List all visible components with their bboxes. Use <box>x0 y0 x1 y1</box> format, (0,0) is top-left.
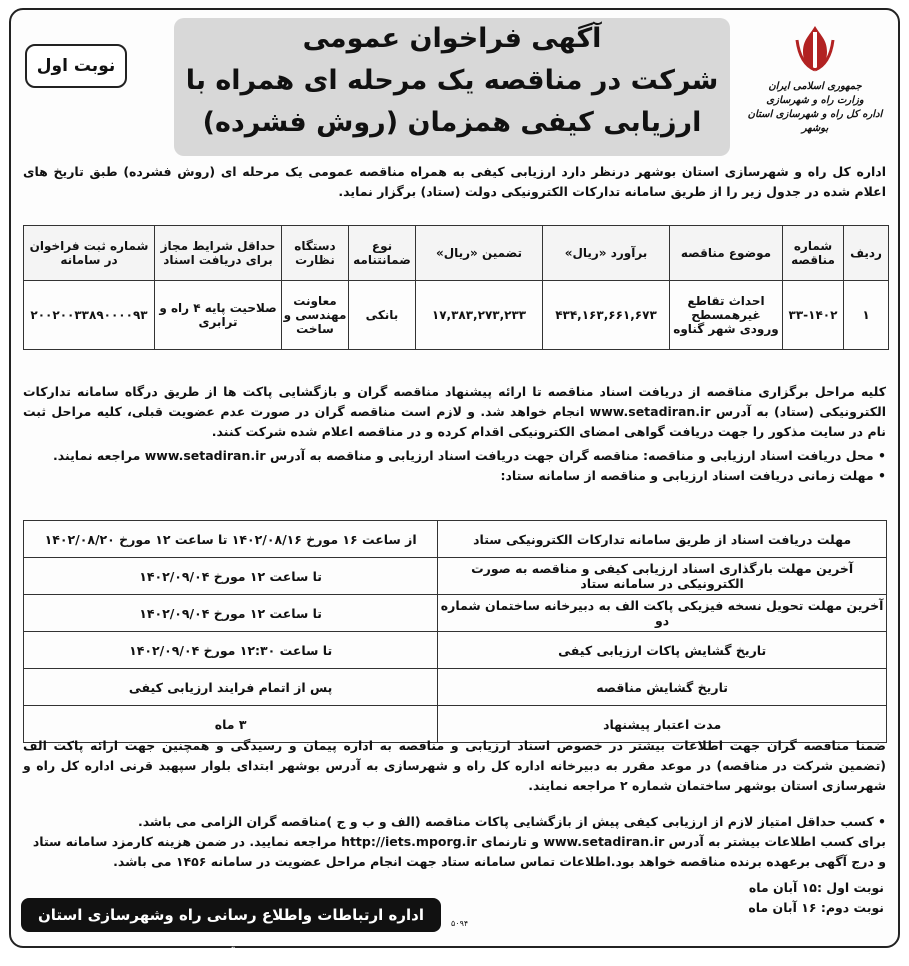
iran-emblem-icon <box>789 22 841 74</box>
col-guarantee: تضمین «ریال» <box>416 226 543 281</box>
bullet-1: • محل دریافت اسناد ارزیابی و مناقصه: مناقصه گران جهت دریافت اسناد ارزیابی و مناقصه به آدرس www.setadiran.ir مراجعه نمایند. <box>53 448 886 463</box>
schedule-value: از ساعت ۱۶ مورخ ۱۴۰۲/۰۸/۱۶ تا ساعت ۱۲ مورخ ۱۴۰۲/۰۸/۲۰ <box>24 521 438 558</box>
second-turn-date: نوبت دوم: ۱۶ آبان ماه <box>748 900 884 915</box>
turn-badge: نوبت اول <box>25 44 127 88</box>
schedule-label: مهلت دریافت اسناد از طریق سامانه تدارکات الکترونیکی ستاد <box>438 521 887 558</box>
schedule-table <box>23 520 887 743</box>
title-line-1: آگهی فراخوان عمومی <box>302 23 602 54</box>
col-tender-number: شماره مناقصه <box>783 226 844 281</box>
cell-min-conditions: صلاحیت پایه ۴ راه و ترابری <box>155 281 282 350</box>
table-row <box>24 521 887 558</box>
body-paragraph: کلیه مراحل برگزاری مناقصه از دریافت اسناد مناقصه تا ارائه پیشنهاد مناقصه گران و بازگشایی پاکت ها از طریق درگاه سامانه تدارکات الکترونیکی (ستاد) به آدرس www.setadiran.ir انجام خواهد شد. و لازم است مناقصه گران در صورت عدم عضویت قبلی، کلیه مراحل ثبت نام در سایت مذکور را جهت دریافت گواهی امضای الکترونیکی اقدام کرده و در مناقصه اعلام شده شرکت کنند. <box>23 384 886 439</box>
cell-guarantee-type: بانکی <box>349 281 416 350</box>
closing-bullet-2: برای کسب اطلاعات بیشتر به آدرس www.setadiran.ir و تارنمای http://iets.mporg.ir مراجعه نمایید. در ضمن هزینه کارمزد سامانه ستاد و درج آگهی برعهده برنده مناقصه خواهد بود.اطلاعات تماس سامانه ستاد جهت انجام مراحل عضویت در سامانه ۱۴۵۶ می باشد. <box>32 834 886 869</box>
header <box>19 18 890 156</box>
schedule-label: آخرین مهلت تحویل نسخه فیزیکی پاکت الف به دبیرخانه ساختمان شماره دو <box>438 595 887 632</box>
cell-tender-number: ۳۳-۱۴۰۲ <box>783 281 844 350</box>
closing-paragraph: ضمنا مناقصه گران جهت اطلاعات بیشتر در خصوص اسناد ارزیابی و مناقصه به اداره پیمان و رسیدگی و همچنین جهت ارائه پاکت الف (تضمین شرکت در مناقصه) در موعد مقرر به دبیرخانه اداره کل راه و شهرسازی به آدرس بوشهر ابتدای بلوار سپهبد قرنی اداره کل راه و شهرسازی استان بوشهر ساختمان شماره ۲ مراجعه نمایند. <box>23 738 886 793</box>
cell-subject: احداث تقاطع غیرهمسطح ورودی شهر گناوه <box>670 281 783 350</box>
schedule-label: آخرین مهلت بارگذاری اسناد ارزیابی کیفی و مناقصه به صورت الکترونیکی در سامانه ستاد <box>438 558 887 595</box>
logo-line-1: جمهوری اسلامی ایران <box>768 81 862 92</box>
title-line-2: شرکت در مناقصه یک مرحله ای همراه با <box>185 65 719 96</box>
table-row <box>24 281 889 350</box>
col-registration-number: شماره ثبت فراخوان در سامانه <box>24 226 155 281</box>
col-estimate: برآورد «ریال» <box>543 226 670 281</box>
title-line-3: ارزیابی کیفی همزمان (روش فشرده) <box>202 107 702 138</box>
intro-paragraph: اداره کل راه و شهرسازی استان بوشهر درنظر دارد ارزیابی کیفی به همراه مناقصه عمومی یک مرحله ای (روش فشرده) طبق تاریخ های اعلام شده در جدول زیر را از طریق سامانه تدارکات الکترونیکی دولت (ستاد) برگزار نماید. <box>23 164 886 199</box>
col-guarantee-type: نوع ضمانتنامه <box>349 226 416 281</box>
ad-code: ۵۰۹۴ <box>451 919 469 928</box>
cell-registration-number: ۲۰۰۲۰۰۳۳۸۹۰۰۰۰۹۳ <box>24 281 155 350</box>
table-row <box>24 558 887 595</box>
schedule-value: تا ساعت ۱۲ مورخ ۱۴۰۲/۰۹/۰۴ <box>24 595 438 632</box>
col-min-conditions: حداقل شرایط مجاز برای دریافت اسناد <box>155 226 282 281</box>
table-row <box>24 595 887 632</box>
title-box <box>174 18 730 156</box>
schedule-label: مدت اعتبار پیشنهاد <box>438 706 887 743</box>
tender-table-header <box>24 226 889 281</box>
ministry-logo <box>740 18 890 136</box>
schedule-value: تا ساعت ۱۲ مورخ ۱۴۰۲/۰۹/۰۴ <box>24 558 438 595</box>
schedule-value: پس از اتمام فرایند ارزیابی کیفی <box>24 669 438 706</box>
bullet-2: • مهلت زمانی دریافت اسناد ارزیابی و مناقصه از سامانه ستاد: <box>500 468 886 483</box>
closing-bullet-1: • کسب حداقل امتیاز لازم از ارزیابی کیفی پیش از بازگشایی پاکات مناقصه (الف و ب و ج )مناقصه گران الزامی می باشد. <box>137 814 886 829</box>
col-subject: موضوع مناقصه <box>670 226 783 281</box>
advertisement-page <box>9 8 900 958</box>
first-turn-date: نوبت اول :۱۵ آبان ماه <box>748 880 884 895</box>
table-row <box>24 669 887 706</box>
table-row <box>24 632 887 669</box>
schedule-label: تاریخ گشایش پاکات ارزیابی کیفی <box>438 632 887 669</box>
col-supervisor: دستگاه نظارت <box>282 226 349 281</box>
logo-line-3: اداره کل راه و شهرسازی استان بوشهر <box>747 109 883 134</box>
schedule-value: ۳ ماه <box>24 706 438 743</box>
col-row: ردیف <box>844 226 889 281</box>
logo-line-2: وزارت راه و شهرسازی <box>766 95 864 106</box>
schedule-value: تا ساعت ۱۲:۳۰ مورخ ۱۴۰۲/۰۹/۰۴ <box>24 632 438 669</box>
cell-guarantee: ۱۷,۳۸۳,۲۷۳,۲۳۳ <box>416 281 543 350</box>
tender-table <box>23 225 889 350</box>
cell-row: ۱ <box>844 281 889 350</box>
cell-estimate: ۴۳۴,۱۶۳,۶۶۱,۶۷۳ <box>543 281 670 350</box>
footer-banner: اداره ارتباطات واطلاع رسانی راه وشهرسازی استان بوشهر <box>21 898 441 932</box>
cell-supervisor: معاونت مهندسی و ساخت <box>282 281 349 350</box>
schedule-label: تاریخ گشایش مناقصه <box>438 669 887 706</box>
